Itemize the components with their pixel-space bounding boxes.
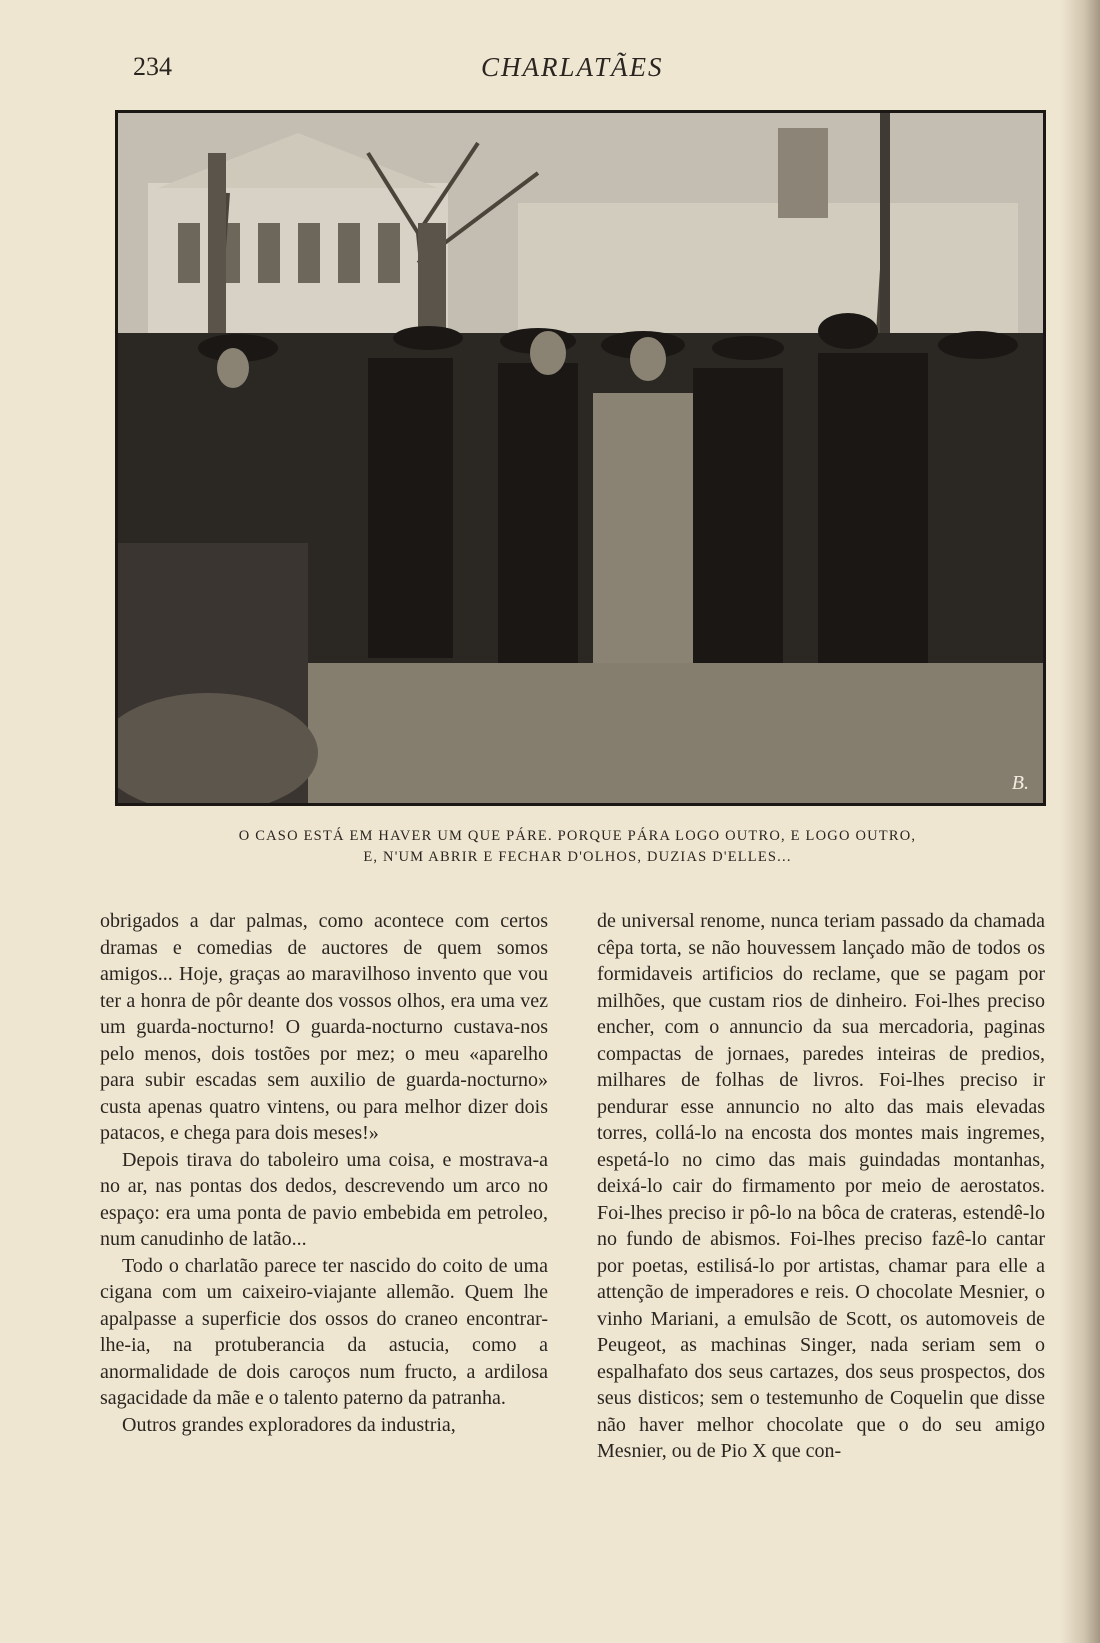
right-column — [597, 908, 1045, 1465]
running-title: CHARLATÃES — [481, 52, 664, 82]
paragraph: de universal renome, nunca teriam passado da chamada cêpa torta, se não houvessem lançado mão de todos os formidaveis artificios do reclame, que se pagam por milhões, que custam rios de dinheiro. Foi-lhes preciso encher, com o annuncio da sua mercadoria, paginas compactas de jornaes, paredes inteiras de predios, milhares de folhas de livros. Foi-lhes preciso ir pendurar esse annuncio no alto das mais elevadas torres, collá-lo na encosta dos montes mais ingremes, espetá-lo no cimo das mais guindadas montanhas, deixá-lo cair do firmamento por meio de aerostatos. Foi-lhes preciso ir pô-lo na bôca de crateras, estendê-lo no fundo de abismos. Foi-lhes preciso fazê-lo cantar por poetas, estilisá-lo por artistas, chamar para elle a attenção de imperadores e reis. O chocolate Mesnier, o vinho Mariani, a emulsão de Scott, os automoveis de Peugeot, as machinas Singer, nada seriam sem o espalhafato dos seus cartazes, dos seus prospectos, dos seus disticos; sem o testemunho de Coquelin que disse não haver melhor chocolate que o do seu amigo Mesnier, ou de Pio X que con- — [597, 910, 1045, 1462]
paragraph: Outros grandes exploradores da industria, — [122, 1413, 456, 1436]
left-column — [100, 908, 548, 1438]
figure-caption — [115, 826, 1040, 868]
page-header — [133, 48, 1033, 88]
paragraph: Todo o charlatão parece ter nascido do coito de uma cigana com um caixeiro-viajante allemão. Quem lhe apalpasse a superficie dos ossos do craneo encontrar-lhe-ia, na protuberancia da astucia, como a anormalidade de dois caroços num fructo, a ardilosa sagacidade da mãe e o talento paterno da patranha. — [100, 1254, 548, 1409]
artist-signature: B. — [1011, 772, 1029, 794]
page-number: 234 — [133, 52, 172, 81]
caption-line-1: O CASO ESTÁ EM HAVER UM QUE PÁRE. PORQUE PÁRA LOGO OUTRO, E LOGO OUTRO, — [238, 828, 917, 844]
page-edge-shadow — [1060, 0, 1100, 1643]
paragraph: obrigados a dar palmas, como acontece com certos dramas e comedias de auctores de quem somos amigos... Hoje, graças ao maravilhoso invento que vou ter a honra de pôr deante dos vossos olhos, era uma vez um guarda-nocturno! O guarda-nocturno custava-nos pelo menos, dois tostões por mez; o meu «aparelho para subir escadas sem auxilio de guarda-nocturno» custa apenas quatro vintens, ou para melhor dizer dois patacos, e chega para dois meses!» — [100, 910, 548, 1144]
caption-line-2: E, N'UM ABRIR E FECHAR D'OLHOS, DUZIAS D'ELLES... — [363, 849, 792, 865]
crowd-photo-illustration — [118, 113, 1043, 803]
crowd-photograph — [115, 110, 1046, 806]
paragraph: Depois tirava do taboleiro uma coisa, e mostrava-a no ar, nas pontas dos dedos, descrevendo um arco no espaço: era uma ponta de pavio embebida em petroleo, num canudinho de latão... — [100, 1148, 548, 1250]
